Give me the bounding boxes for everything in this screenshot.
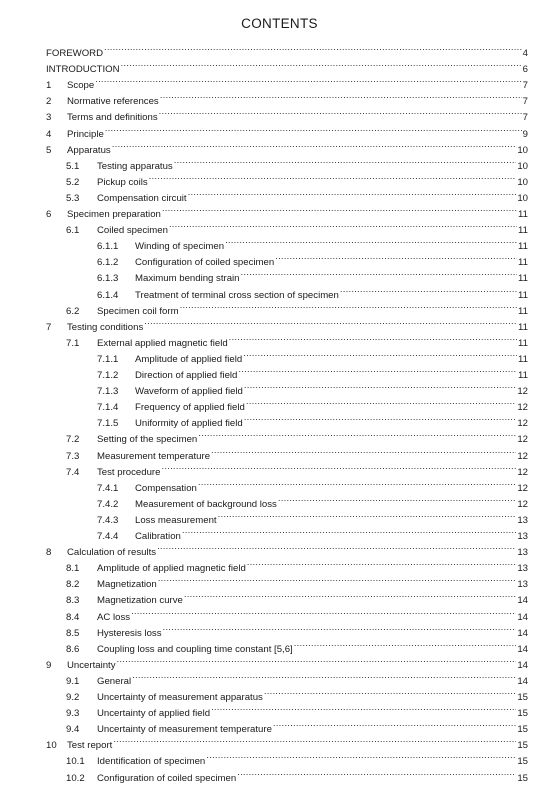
toc-entry[interactable] xyxy=(46,652,528,671)
toc-entry-page: 11 xyxy=(518,305,528,317)
toc-entry-label: Waveform of applied field xyxy=(135,386,243,398)
toc-entry-page: 14 xyxy=(517,611,528,623)
toc-entry-page: 15 xyxy=(517,756,528,768)
toc-entry[interactable] xyxy=(66,426,528,446)
dot-leader xyxy=(246,394,516,410)
toc-entry[interactable] xyxy=(46,201,528,220)
toc-entry-label: Hysteresis loss xyxy=(97,627,162,639)
toc-entry[interactable] xyxy=(66,765,528,784)
toc-entry-label: Uncertainty of measurement temperature xyxy=(97,724,272,736)
toc-entry-page: 9 xyxy=(522,128,528,140)
dot-leader xyxy=(244,410,517,426)
dot-leader xyxy=(131,604,516,620)
toc-entry-page: 14 xyxy=(517,595,528,607)
toc-entry-page: 13 xyxy=(517,514,528,526)
toc-entry-number: 10 xyxy=(46,740,57,752)
dot-leader xyxy=(184,587,516,603)
toc-entry-label: Measurement temperature xyxy=(97,450,211,462)
toc-entry-label: INTRODUCTION xyxy=(46,64,120,76)
toc-entry[interactable] xyxy=(66,459,528,478)
toc-entry-page: 13 xyxy=(517,547,528,559)
toc-entry-number: 9.3 xyxy=(66,708,80,720)
toc-entry-number: 6.1 xyxy=(66,225,80,237)
toc-entry[interactable] xyxy=(97,507,528,526)
toc-entry-number: 5.3 xyxy=(66,192,80,204)
toc-entry-page: 11 xyxy=(518,257,528,269)
dot-leader xyxy=(182,523,516,539)
toc-entry-page: 12 xyxy=(517,466,528,478)
toc-entry-label: Test procedure xyxy=(97,466,161,478)
toc-entry-number: 5 xyxy=(46,144,52,156)
toc-entry-label: Testing apparatus xyxy=(97,160,173,172)
dot-leader xyxy=(113,732,516,748)
dot-leader xyxy=(211,443,516,459)
toc-entry-page: 13 xyxy=(517,563,528,575)
toc-entry-label: Configuration of coiled specimen xyxy=(135,257,275,269)
dot-leader xyxy=(206,748,516,764)
toc-entry-page: 11 xyxy=(518,353,528,365)
toc-entry-number: 7.3 xyxy=(66,450,80,462)
dot-leader xyxy=(294,636,517,652)
toc-entry-number: 9 xyxy=(46,659,52,671)
toc-entry[interactable] xyxy=(66,217,528,237)
toc-entry[interactable] xyxy=(46,40,528,59)
toc-entry[interactable] xyxy=(46,314,528,333)
toc-entry-page: 10 xyxy=(517,160,528,172)
toc-entry[interactable] xyxy=(66,668,528,687)
toc-entry-number: 1 xyxy=(46,80,52,92)
toc-entry-label: AC loss xyxy=(97,611,131,623)
toc-entry-label: Magnetization xyxy=(97,579,157,591)
toc-entry-page: 7 xyxy=(522,96,528,108)
toc-entry-number: 7.1 xyxy=(66,337,80,349)
dot-leader xyxy=(198,475,516,491)
toc-entry-page: 12 xyxy=(517,498,528,510)
toc-entry-label: Specimen preparation xyxy=(67,209,161,220)
dot-leader xyxy=(198,426,516,442)
toc-entry[interactable] xyxy=(66,700,528,720)
toc-entry-page: 11 xyxy=(518,289,528,301)
toc-entry-label: Coupling loss and coupling time constant [5,6] xyxy=(97,643,293,655)
toc-entry-page: 12 xyxy=(517,402,528,414)
toc-entry[interactable] xyxy=(66,571,528,591)
dot-leader xyxy=(218,507,517,523)
toc-entry[interactable] xyxy=(46,539,528,559)
toc-entry-label: Frequency of applied field xyxy=(135,402,245,414)
toc-entry-number: 7.1.3 xyxy=(97,386,119,398)
toc-entry[interactable] xyxy=(97,475,528,494)
toc-entry-number: 2 xyxy=(46,96,52,108)
toc-entry-page: 12 xyxy=(517,434,528,446)
toc-entry[interactable] xyxy=(46,56,528,76)
toc-entry[interactable] xyxy=(66,604,528,623)
dot-leader xyxy=(169,217,517,233)
toc-entry-number: 7.4 xyxy=(66,466,80,478)
dot-leader xyxy=(174,153,517,169)
toc-entry-label: Testing conditions xyxy=(67,321,144,333)
dot-leader xyxy=(159,104,522,120)
dot-leader xyxy=(278,491,516,507)
toc-entry-page: 14 xyxy=(517,675,528,687)
toc-entry-label: Loss measurement xyxy=(135,514,217,526)
toc-entry-label: Uncertainty xyxy=(67,659,116,671)
toc-entry-page: 15 xyxy=(517,692,528,703)
toc-entry-number: 8.3 xyxy=(66,595,80,607)
toc-entry[interactable] xyxy=(97,249,528,269)
dot-leader xyxy=(340,282,517,298)
toc-entry-label: Specimen coil form xyxy=(97,305,179,317)
toc-entry[interactable] xyxy=(66,716,528,736)
toc-entry-number: 8 xyxy=(46,547,52,559)
toc-entry-page: 14 xyxy=(517,659,528,671)
toc-entry-number: 7.1.2 xyxy=(97,370,119,381)
toc-entry-label: Amplitude of applied magnetic field xyxy=(97,563,246,575)
toc-entry-label: Principle xyxy=(67,128,104,140)
toc-entry[interactable] xyxy=(46,88,528,108)
toc-entry[interactable] xyxy=(97,378,528,398)
toc-entry-label: Calibration xyxy=(135,531,181,542)
toc-entry-number: 3 xyxy=(46,112,52,124)
toc-entry-label: FOREWORD xyxy=(46,48,104,59)
dot-leader xyxy=(95,72,521,88)
toc-entry-label: Identification of specimen xyxy=(97,756,206,768)
toc-entry-page: 13 xyxy=(517,531,528,542)
dot-leader xyxy=(244,378,516,394)
page-title: CONTENTS xyxy=(241,16,318,31)
dot-leader xyxy=(211,700,516,716)
toc-entry[interactable] xyxy=(66,330,528,349)
toc-entry-label: Coiled specimen xyxy=(97,225,168,237)
dot-leader xyxy=(105,121,522,137)
toc-entry-number: 7.1.5 xyxy=(97,418,119,430)
toc-entry-label: Uniformity of applied field xyxy=(135,418,243,430)
toc-entry-label: Terms and definitions xyxy=(67,112,158,124)
toc-entry-label: Pickup coils xyxy=(97,176,148,188)
toc-entry-page: 11 xyxy=(518,209,528,220)
toc-entry[interactable] xyxy=(66,153,528,172)
toc-entry-page: 15 xyxy=(517,724,528,736)
dot-leader xyxy=(163,620,517,636)
toc-entry-number: 10.2 xyxy=(66,772,85,784)
dot-leader xyxy=(241,265,518,281)
toc-entry-number: 9.2 xyxy=(66,692,80,703)
dot-leader xyxy=(158,571,517,587)
toc-entry-page: 10 xyxy=(517,176,528,188)
toc-entry[interactable] xyxy=(97,265,528,285)
toc-entry[interactable] xyxy=(66,684,528,703)
toc-entry[interactable] xyxy=(46,732,528,752)
toc-entry-label: Treatment of terminal cross section of specimen xyxy=(135,289,339,301)
dot-leader xyxy=(273,716,516,732)
toc-entry-page: 15 xyxy=(517,708,528,720)
dot-leader xyxy=(112,137,517,153)
toc-entry[interactable] xyxy=(46,72,528,92)
dot-leader xyxy=(180,298,517,314)
toc-entry-page: 11 xyxy=(518,321,528,333)
toc-entry-page: 15 xyxy=(517,740,528,752)
toc-entry-number: 6.1.4 xyxy=(97,289,119,301)
toc-entry-number: 8.6 xyxy=(66,643,80,655)
toc-entry-label: Apparatus xyxy=(67,144,111,156)
toc-entry-number: 4 xyxy=(46,128,52,140)
dot-leader xyxy=(238,362,517,378)
toc-entry[interactable] xyxy=(97,410,528,430)
toc-entry-page: 11 xyxy=(518,241,528,253)
toc-entry-number: 5.1 xyxy=(66,160,80,172)
toc-entry[interactable] xyxy=(66,169,528,188)
toc-entry-number: 7.1.4 xyxy=(97,402,119,414)
toc-entry-label: External applied magnetic field xyxy=(97,337,228,349)
dot-leader xyxy=(243,346,517,362)
toc-entry-number: 5.2 xyxy=(66,176,80,188)
toc-entry[interactable] xyxy=(66,185,528,204)
dot-leader xyxy=(229,330,517,346)
toc-entry[interactable] xyxy=(97,394,528,414)
toc-entry-number: 6.1.2 xyxy=(97,257,119,269)
toc-entry-page: 4 xyxy=(522,48,528,59)
toc-entry-number: 7 xyxy=(46,321,52,333)
toc-entry-page: 11 xyxy=(518,370,528,381)
toc-entry[interactable] xyxy=(97,346,528,365)
toc-entry-page: 11 xyxy=(518,273,528,285)
toc-entry-label: Uncertainty of applied field xyxy=(97,708,211,720)
toc-entry-number: 9.4 xyxy=(66,724,80,736)
dot-leader xyxy=(117,652,517,668)
toc-entry-label: General xyxy=(97,675,132,687)
toc-entry-label: Uncertainty of measurement apparatus xyxy=(97,692,263,703)
toc-entry-label: Test report xyxy=(67,740,113,752)
toc-entry-page: 15 xyxy=(517,772,528,784)
dot-leader xyxy=(161,459,516,475)
toc-entry[interactable] xyxy=(46,137,528,156)
toc-entry-label: Measurement of background loss xyxy=(135,498,277,510)
toc-entry-label: Compensation circuit xyxy=(97,192,187,204)
toc-entry[interactable] xyxy=(46,104,528,124)
toc-entry-label: Maximum bending strain xyxy=(135,273,240,285)
toc-entry-number: 6.1.3 xyxy=(97,273,119,285)
dot-leader xyxy=(104,40,522,56)
toc-entry-page: 10 xyxy=(517,192,528,204)
toc-entry[interactable] xyxy=(66,298,528,317)
toc-entry-page: 14 xyxy=(517,627,528,639)
toc-entry[interactable] xyxy=(66,620,528,639)
toc-entry-number: 8.4 xyxy=(66,611,80,623)
toc-entry-number: 8.1 xyxy=(66,563,80,575)
dot-leader xyxy=(149,169,517,185)
toc-entry-label: Configuration of coiled specimen xyxy=(97,772,237,784)
dot-leader xyxy=(144,314,517,330)
dot-leader xyxy=(121,56,522,72)
dot-leader xyxy=(162,201,517,217)
toc-entry-page: 6 xyxy=(522,64,528,76)
toc-entry[interactable] xyxy=(66,443,528,462)
toc-entry-label: Calculation of results xyxy=(67,547,157,559)
toc-entry-label: Setting of the specimen xyxy=(97,434,198,446)
toc-entry-number: 7.1.1 xyxy=(97,353,119,365)
toc-entry[interactable] xyxy=(66,587,528,607)
toc-entry-number: 8.5 xyxy=(66,627,80,639)
toc-entry[interactable] xyxy=(97,282,528,301)
toc-entry-page: 11 xyxy=(518,337,528,349)
toc-entry-label: Amplitude of applied field xyxy=(135,353,243,365)
toc-entry-label: Scope xyxy=(67,80,95,92)
dot-leader xyxy=(157,539,516,555)
toc-entry[interactable] xyxy=(97,362,528,381)
dot-leader xyxy=(132,668,516,684)
toc-entry-number: 7.4.3 xyxy=(97,514,119,526)
toc-entry-number: 9.1 xyxy=(66,675,80,687)
toc-entry-number: 10.1 xyxy=(66,756,85,768)
dot-leader xyxy=(275,249,517,265)
toc-entry-number: 7.4.1 xyxy=(97,482,119,494)
toc-entry-page: 14 xyxy=(517,643,528,655)
toc-entry-label: Direction of applied field xyxy=(135,370,238,381)
toc-entry-page: 12 xyxy=(517,450,528,462)
toc-entry[interactable] xyxy=(46,121,528,140)
toc-entry-page: 13 xyxy=(517,579,528,591)
toc-entry[interactable] xyxy=(66,748,528,768)
toc-entry-label: Compensation xyxy=(135,482,197,494)
toc-entry-label: Normative references xyxy=(67,96,159,108)
toc-entry-page: 12 xyxy=(517,418,528,430)
dot-leader xyxy=(160,88,522,104)
toc-entry-number: 6 xyxy=(46,209,52,220)
toc-entry-number: 8.2 xyxy=(66,579,80,591)
dot-leader xyxy=(264,684,516,700)
toc-entry-number: 6.1.1 xyxy=(97,241,119,253)
toc-entry[interactable] xyxy=(97,491,528,510)
toc-entry-page: 12 xyxy=(517,386,528,398)
toc-entry-page: 7 xyxy=(522,80,528,92)
dot-leader xyxy=(225,233,517,249)
dot-leader xyxy=(188,185,517,201)
toc-entry-number: 7.4.4 xyxy=(97,531,119,542)
toc-entry-number: 7.4.2 xyxy=(97,498,119,510)
toc-entry-page: 10 xyxy=(517,144,528,156)
toc-entry[interactable] xyxy=(97,233,528,253)
toc-entry-page: 12 xyxy=(517,482,528,494)
toc-entry-number: 6.2 xyxy=(66,305,80,317)
toc-entry-page: 11 xyxy=(518,225,528,237)
toc-entry-label: Magnetization curve xyxy=(97,595,183,607)
dot-leader xyxy=(247,555,517,571)
dot-leader xyxy=(237,765,516,781)
toc-entry[interactable] xyxy=(66,636,528,655)
toc-entry-label: Winding of specimen xyxy=(135,241,225,253)
toc-entry[interactable] xyxy=(97,523,528,542)
toc-entry[interactable] xyxy=(66,555,528,575)
toc-entry-page: 7 xyxy=(522,112,528,124)
toc-entry-number: 7.2 xyxy=(66,434,80,446)
